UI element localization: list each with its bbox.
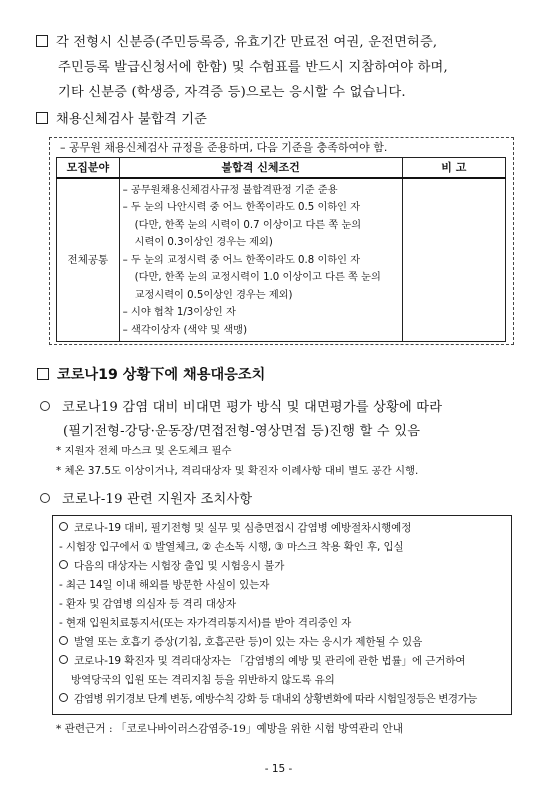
- circle-bullet-icon: [40, 493, 50, 503]
- measure-line: 감염병 위기경보 단계 변동, 예방수칙 강화 등 대내외 상황변화에 따라 시험일정등은 변경가능: [59, 690, 511, 709]
- id-requirement-line-3: 기타 신분증 (학생증, 자격증 등)으로는 응시할 수 없습니다.: [58, 85, 406, 100]
- covid-item-1-line-1: 코로나19 감염 대비 비대면 평가 방식 및 대면평가를 상황에 따라: [40, 395, 442, 420]
- measure-line: - 최근 14일 이내 해외를 방문한 사실이 있는자: [59, 579, 270, 591]
- condition-line: – 두 눈의 나안시력 중 어느 한쪽이라도 0.5 이하인 자: [122, 202, 361, 213]
- measure-line: 발열 또는 호흡기 증상(기침, 호흡곤란 등)이 있는 자는 응시가 제한될 수 있음: [59, 633, 511, 652]
- condition-line: 시력이 0.3이상인 경우는 제외): [134, 237, 273, 248]
- square-bullet-icon: [37, 368, 49, 380]
- id-requirement-line-1: 각 전형시 신분증(주민등록증, 유효기간 만료전 여권, 운전면허증,: [36, 30, 437, 55]
- circle-bullet-icon: [59, 560, 68, 569]
- table-row: [57, 178, 506, 342]
- measure-line: - 시험장 입구에서 ① 발열체크, ② 손소독 시행, ③ 마스크 착용 확인 후, 입실: [59, 541, 404, 553]
- measure-line: - 현재 입원치료통지서(또는 자가격리통지서)를 받아 격리중인 자: [59, 617, 352, 629]
- square-bullet-icon: [36, 35, 48, 47]
- covid-item-1-line-2: (필기전형-강당·운동장/면접전형-영상면접 등)진행 할 수 있음: [63, 424, 421, 439]
- measure-line: 코로나-19 확진자 및 격리대상자는 「감염병의 예방 및 관리에 관한 법률」에 근거하여: [59, 652, 511, 671]
- header-condition: 불합격 신체조건: [119, 158, 402, 178]
- id-requirement-line-2: 주민등록 발급신청서에 한함) 및 수험표를 반드시 지참하여야 하며,: [58, 60, 448, 75]
- condition-line: 교정시력이 0.5이상인 경우는 제외): [134, 289, 293, 301]
- page-number: - 15 -: [264, 763, 293, 775]
- physical-standard-note: – 공무원 채용신체검사 규정을 준용하며, 다음 기준을 충족하여야 함.: [60, 141, 388, 154]
- measure-line: 코로나-19 대비, 필기전형 및 실무 및 심층면접시 감염병 예방절차시행예정: [59, 519, 511, 538]
- circle-bullet-icon: [59, 522, 68, 531]
- circle-bullet-icon: [59, 655, 68, 664]
- condition-line: (다만, 한쪽 눈의 교정시력이 1.0 이상이고 다른 쪽 눈의: [134, 272, 381, 283]
- table-header-row: [57, 158, 506, 178]
- covid-note-1: * 지원자 전체 마스크 및 온도체크 필수: [56, 445, 232, 457]
- circle-bullet-icon: [59, 693, 68, 702]
- legal-basis-note: * 관련근거 : 「코로나바이러스감염증-19」예방을 위한 시험 방역관리 안내: [56, 723, 403, 735]
- measure-line: 다음의 대상자는 시험장 출입 및 시험응시 불가: [59, 557, 511, 576]
- circle-bullet-icon: [40, 401, 50, 411]
- measure-line: 방역당국의 입원 또는 격리지침 등을 위반하지 않도록 유의: [71, 674, 335, 686]
- condition-line: – 두 눈의 교정시력 중 어느 한쪽이라도 0.8 이하인 자: [122, 254, 361, 266]
- condition-line: – 색각이상자 (색약 및 색맹): [122, 324, 248, 336]
- category-cell: 전체공통: [57, 178, 120, 342]
- condition-cell: [119, 178, 402, 342]
- physical-section-title: 채용신체검사 불합격 기준: [36, 107, 207, 132]
- covid-section-title: 코로나19 상황下에 채용대응조치: [37, 364, 265, 384]
- measure-line: - 환자 및 감염병 의심자 등 격리 대상자: [59, 598, 236, 610]
- physical-standard-table: [56, 157, 506, 342]
- covid-note-2: * 체온 37.5도 이상이거나, 격리대상자 및 확진자 이례사항 대비 별도 공간 시행.: [56, 465, 419, 477]
- covid-item-2-title: 코로나-19 관련 지원자 조치사항: [40, 487, 252, 512]
- circle-bullet-icon: [59, 636, 68, 645]
- condition-line: (다만, 한쪽 눈의 시력이 0.7 이상이고 다른 쪽 눈의: [134, 219, 362, 231]
- applicant-measures-box: [52, 515, 512, 715]
- header-remark: 비 고: [402, 158, 505, 178]
- header-field: 모집분야: [57, 158, 120, 178]
- remark-cell: [402, 178, 505, 342]
- condition-line: – 시야 협착 1/3이상인 자: [122, 307, 236, 318]
- square-bullet-icon: [36, 112, 48, 124]
- condition-line: – 공무원채용신체검사규정 불합격판정 기준 준용: [122, 184, 338, 196]
